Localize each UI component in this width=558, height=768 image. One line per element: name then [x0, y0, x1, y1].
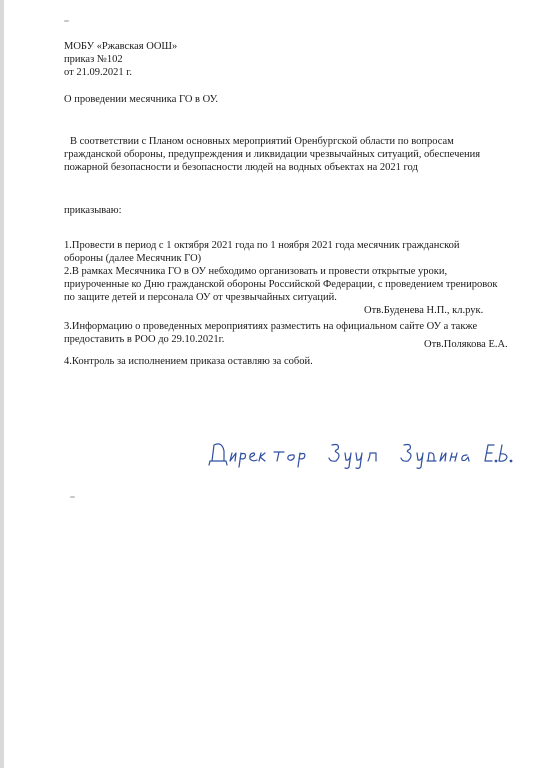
item-2-responsible: Отв.Буденева Н.П., кл.рук. — [364, 305, 484, 316]
preamble-line: гражданской обороны, предупреждения и ликвидации чрезвычайных ситуаций, обеспечения — [64, 149, 481, 160]
preamble-line: пожарной безопасности и безопасности людей на водных объектах на 2021 год — [64, 162, 418, 173]
order-date: от 21.09.2021 г. — [64, 67, 132, 78]
order-number: приказ №102 — [64, 54, 123, 65]
item-3-line: предоставить в РОО до 29.10.2021г. — [64, 334, 225, 345]
item-3-responsible: Отв.Полякова Е.А. — [424, 339, 508, 350]
item-2-line: приуроченные ко Дню гражданской обороны Российской Федерации, с проведением тренировок — [64, 279, 498, 290]
item-3-line: 3.Информацию о проведенных мероприятиях разместить на официальном сайте ОУ а также — [64, 321, 478, 332]
item-1-line: 1.Провести в период с 1 октября 2021 года по 1 ноября 2021 года месячник гражданской — [64, 240, 460, 251]
item-1-line: обороны (далее Месячник ГО) — [64, 253, 202, 264]
scan-speck — [70, 496, 75, 498]
handwritten-signature — [208, 431, 538, 471]
scan-speck — [64, 20, 69, 22]
item-2-line: по защите детей и персонала ОУ от чрезвычайных ситуаций. — [64, 292, 337, 303]
order-word: приказываю: — [64, 205, 122, 216]
preamble-line: В соответствии с Планом основных мероприятий Оренбургской области по вопросам — [70, 136, 454, 147]
scan-edge-shadow — [0, 0, 4, 768]
item-2-line: 2.В рамках Месячника ГО в ОУ небходимо организовать и провести открытые уроки, — [64, 266, 448, 277]
item-4-line: 4.Контроль за исполнением приказа оставляю за собой. — [64, 356, 313, 367]
org-name: МОБУ «Ржавская ООШ» — [64, 41, 178, 52]
document-title: О проведении месячника ГО в ОУ. — [64, 94, 218, 105]
signature-drawing — [208, 431, 538, 471]
